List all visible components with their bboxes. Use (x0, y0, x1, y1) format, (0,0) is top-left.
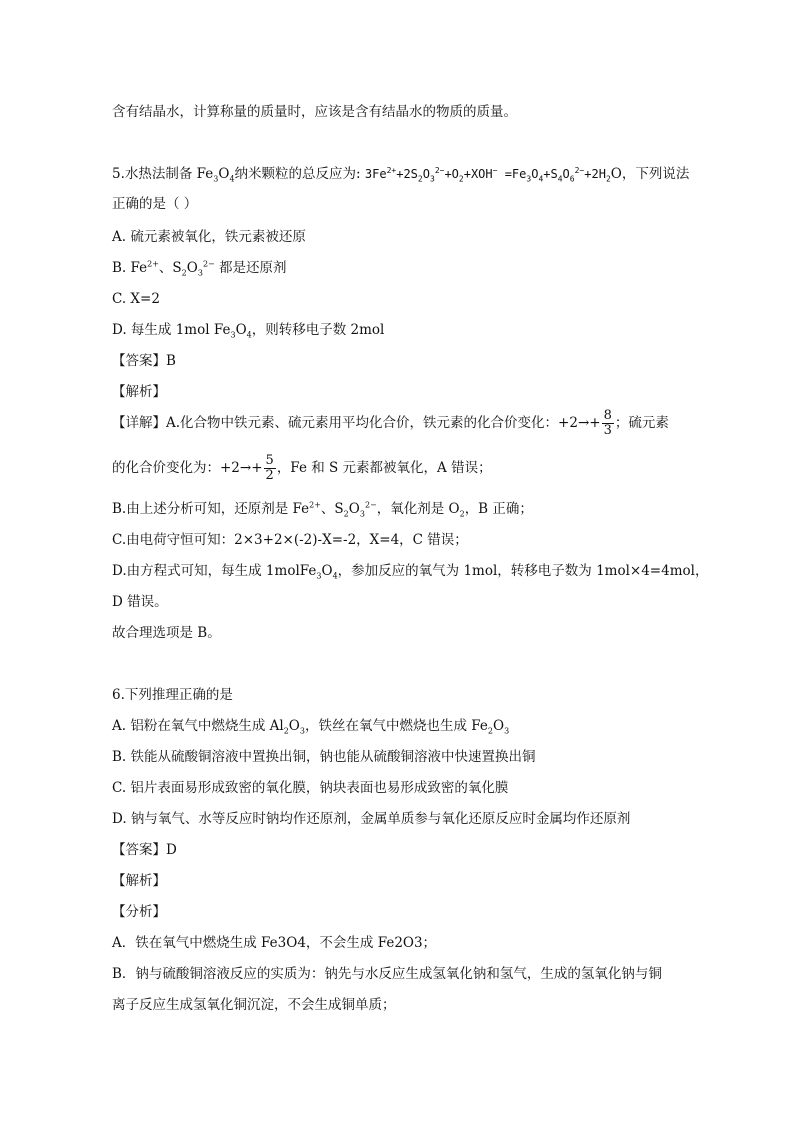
sub: 2 (283, 726, 289, 736)
q5-stem-line1 (112, 165, 689, 183)
text: ，则转移电子数 2mol (251, 322, 385, 338)
sub: 3 (504, 726, 510, 736)
text: 的化合价变化为：+2→+ (112, 460, 263, 476)
sub: 4 (246, 330, 252, 340)
sub: 2 (458, 174, 464, 184)
q5-detail-c: C.由电荷守恒可知：2×3+2×(-2)-X=-2，X=4，C 错误； (112, 532, 468, 548)
q6-stem: 6.下列推理正确的是 (112, 687, 233, 703)
q6-answer: 【答案】D (112, 842, 177, 858)
sub: 2 (343, 509, 349, 519)
text: 纳米颗粒的总反应为: (234, 166, 365, 182)
q5-option-a: A. 硫元素被氧化，铁元素被还原 (112, 229, 306, 245)
text: B.由上述分析可知，还原剂是 Fe (112, 501, 310, 517)
text: 【详解】A.化合物中铁元素、硫元素用平均化合价，铁元素的化合价变化：+2→+ (112, 415, 601, 431)
text: ，参加反应的氧气为 1mol，转移电子数为 1mol×4=4mol， (337, 563, 709, 579)
fraction-numerator: 5 (265, 453, 274, 468)
sub: 2 (181, 268, 187, 278)
text: D.由方程式可知，每生成 1molFe (112, 563, 317, 579)
sup: 2+ (386, 166, 397, 175)
text: O (288, 718, 300, 734)
sub: 4 (557, 174, 563, 184)
sub: 2 (487, 726, 493, 736)
q5-equation (364, 166, 611, 184)
text: +2S (396, 167, 418, 181)
text: A. 铝粉在氧气中燃烧生成 Al (112, 718, 284, 734)
fraction-8-3 (602, 409, 614, 438)
sup: 2+ (147, 259, 159, 269)
fraction-denominator: 3 (603, 423, 612, 438)
q5-analysis-label: 【解析】 (112, 384, 166, 400)
q6-analysis-label: 【解析】 (112, 873, 166, 889)
text: 3Fe (364, 167, 387, 181)
text: O (348, 501, 360, 517)
text: ，B 正确； (464, 501, 533, 517)
text: O (422, 167, 430, 181)
q5-detail-line2 (112, 453, 492, 483)
q5-stem-line2: 正确的是（ ） (112, 196, 198, 212)
sub: 3 (213, 174, 219, 184)
q6-fenxi-b-line2: 离子反应生成氢氧化铜沉淀，不会生成铜单质； (112, 997, 396, 1013)
q5-option-d (112, 321, 384, 339)
text: O (531, 167, 539, 181)
sup: 2− (434, 166, 445, 175)
text: O (492, 718, 505, 734)
sub: 2 (605, 174, 611, 184)
sub: 6 (569, 174, 575, 184)
sub: 3 (316, 571, 322, 581)
q5-detail-b (112, 500, 533, 518)
sup: 2− (364, 500, 377, 510)
sub: 3 (299, 726, 305, 736)
q6-fenxi-b-line1: B．钠与硫酸铜溶液反应的实质为：钠先与水反应生成氢氧化钠和氢气，生成的氢氧化钠与铜 (112, 966, 662, 982)
intro-continuation: 含有结晶水，计算称量的质量时，应该是含有结晶水的物质的质量。 (112, 104, 517, 120)
q6-option-d: D. 钠与氧气、水等反应时钠均作还原剂，金属单质参与氧化还原反应时金属均作还原剂 (112, 811, 631, 827)
q5-detail-d (112, 562, 708, 580)
sub: 4 (538, 174, 544, 184)
text: 、S (320, 501, 344, 517)
sub: 3 (197, 268, 203, 278)
sub: 3 (359, 509, 365, 519)
text: ；硫元素 (614, 415, 669, 431)
sub: 4 (332, 571, 338, 581)
q5-conclusion: 故合理选项是 B。 (112, 625, 221, 641)
sub: 3 (526, 174, 532, 184)
text: 都是还原剂 (214, 260, 287, 276)
fraction-denominator: 2 (265, 468, 274, 483)
sub: 2 (417, 174, 423, 184)
q6-option-b: B. 铁能从硫酸铜溶液中置换出铜，钠也能从硫酸铜溶液中快速置换出铜 (112, 749, 536, 765)
q5-detail-line1 (112, 408, 669, 438)
sub: 2 (459, 509, 465, 519)
text: O (235, 322, 247, 338)
sup: 2− (574, 166, 585, 175)
fraction-numerator: 8 (603, 408, 612, 423)
fraction-5-2 (264, 454, 276, 483)
q6-fenxi-label: 【分析】 (112, 904, 166, 920)
text: ，氧化剂是 O (376, 501, 460, 517)
q5-answer: 【答案】B (112, 353, 176, 369)
q5-option-b (112, 259, 287, 277)
text: ，Fe 和 S 元素都被氧化，A 错误； (276, 460, 492, 476)
text: O (218, 166, 230, 182)
sup: − (492, 166, 498, 175)
sub: 4 (229, 174, 235, 184)
text: +XOH (463, 167, 493, 181)
text: +S (543, 167, 558, 181)
text: O (562, 167, 570, 181)
q5-option-c: C. X=2 (112, 291, 160, 307)
q6-option-a (112, 717, 509, 735)
q6-fenxi-a: A．铁在氧气中燃烧生成 Fe3O4，不会生成 Fe2O3； (112, 935, 437, 951)
text: O (321, 563, 333, 579)
text: O，下列说法 (610, 166, 690, 182)
sup: 2− (202, 259, 215, 269)
text: 、S (158, 260, 182, 276)
sup: 2+ (309, 500, 321, 510)
text: =Fe (497, 167, 527, 181)
q6-option-c: C. 铝片表面易形成致密的氧化膜，钠块表面也易形成致密的氧化膜 (112, 780, 509, 796)
sub: 3 (429, 174, 435, 184)
text: O (186, 260, 198, 276)
text: ，铁丝在氧气中燃烧也生成 Fe (304, 718, 488, 734)
q5-stem-prefix: 5.水热法制备 Fe (112, 166, 214, 182)
text: +O (444, 167, 459, 181)
text: B. Fe (112, 260, 148, 276)
sub: 3 (230, 330, 236, 340)
q5-detail-d-line2: D 错误。 (112, 594, 168, 610)
text: D. 每生成 1mol Fe (112, 322, 231, 338)
text: +2H (584, 167, 606, 181)
document-page (112, 0, 709, 1123)
